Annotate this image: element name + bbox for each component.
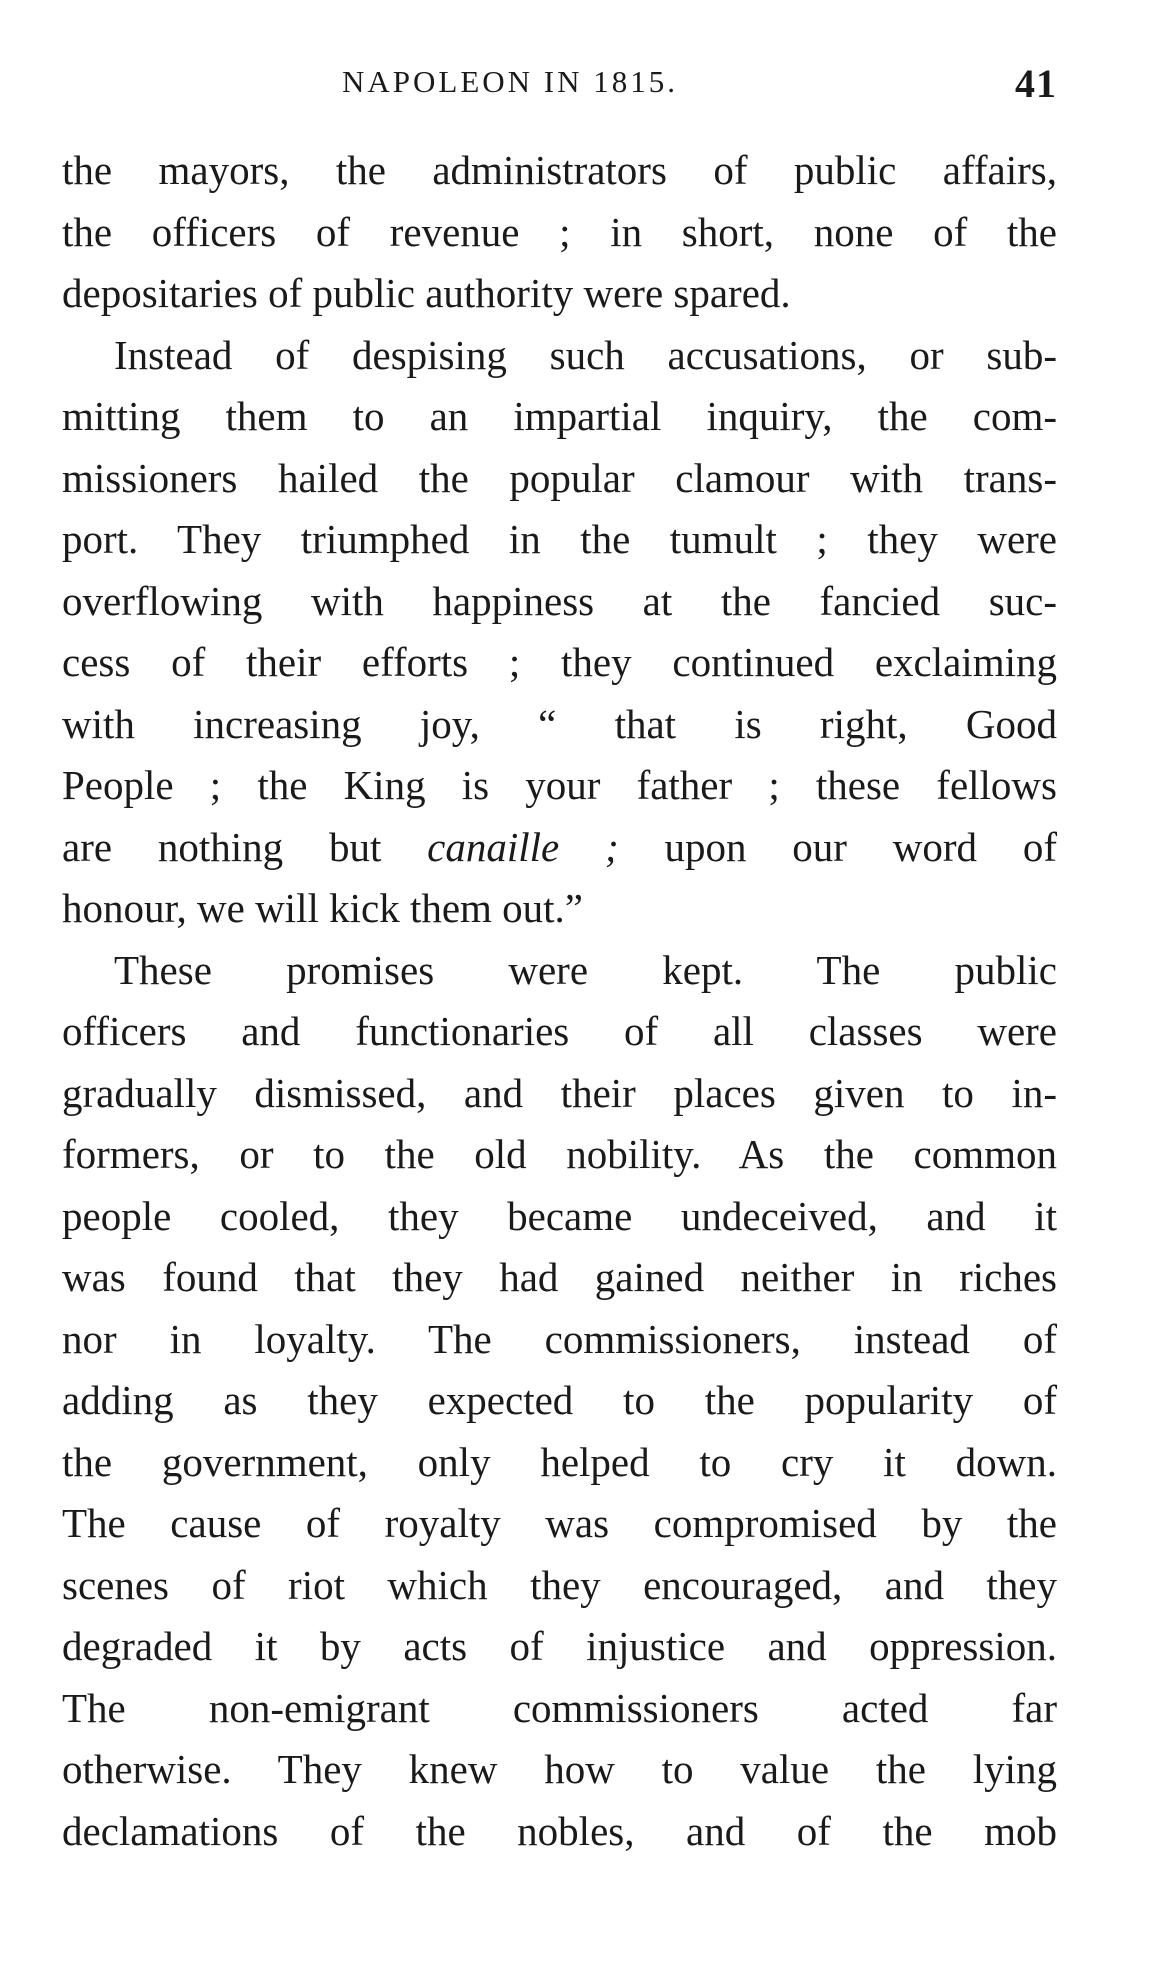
italic-word: canaille ; xyxy=(427,823,619,870)
running-title: NAPOLEON IN 1815. xyxy=(342,64,679,99)
text-line: was found that they had gained neither in riches xyxy=(62,1254,1057,1300)
text-line: depositaries of public authority were spared. xyxy=(62,270,791,316)
page-number: 41 xyxy=(1015,61,1057,106)
text-line: mitting them to an impartial inquiry, the com- xyxy=(62,393,1057,439)
text-line: officers and functionaries of all classes were xyxy=(62,1008,1057,1054)
text-line: Instead of despising such accusations, or sub- xyxy=(114,331,1057,378)
text-line: missioners hailed the popular clamour with trans- xyxy=(62,454,1057,501)
paragraph-1 xyxy=(62,140,1057,325)
text-line: honour, we will kick them out.” xyxy=(62,885,584,931)
text-line: adding as they expected to the popularity of xyxy=(62,1377,1057,1423)
text-line: nor in loyalty. The commissioners, instead of xyxy=(62,1315,1057,1362)
text-line: otherwise. They knew how to value the lying xyxy=(62,1746,1057,1792)
text-line: degraded it by acts of injustice and oppression. xyxy=(62,1623,1057,1669)
text-line: declamations of the nobles, and of the mob xyxy=(62,1807,1057,1854)
text-segment: are nothing but xyxy=(62,823,382,870)
text-line: formers, or to the old nobility. As the common xyxy=(62,1131,1057,1177)
text-line: cess of their efforts ; they continued exclaiming xyxy=(62,639,1057,685)
text-line: people cooled, they became undeceived, and it xyxy=(62,1192,1057,1239)
text-line: port. They triumphed in the tumult ; they were xyxy=(62,516,1057,562)
body-text xyxy=(62,140,1057,1862)
text-line: The cause of royalty was compromised by the xyxy=(62,1500,1057,1546)
text-line: the officers of revenue ; in short, none of the xyxy=(62,208,1057,255)
paragraph-3 xyxy=(62,940,1057,1863)
text-line: overflowing with happiness at the fancied suc- xyxy=(62,577,1057,624)
text-line-with-italic xyxy=(62,817,1057,879)
text-line: These promises were kept. The public xyxy=(114,946,1057,993)
text-line: the government, only helped to cry it down. xyxy=(62,1438,1057,1485)
text-line: People ; the King is your father ; these fellows xyxy=(62,762,1057,808)
text-segment: upon our word of xyxy=(664,823,1057,870)
text-line: The non-emigrant commissioners acted far xyxy=(62,1684,1057,1731)
text-line: the mayors, the administrators of public affairs, xyxy=(62,147,1057,193)
text-line: scenes of riot which they encouraged, and they xyxy=(62,1561,1057,1608)
text-line: with increasing joy, “ that is right, Good xyxy=(62,700,1057,747)
paragraph-2 xyxy=(62,325,1057,940)
running-head xyxy=(62,60,1057,108)
text-line: gradually dismissed, and their places given to in- xyxy=(62,1069,1057,1116)
